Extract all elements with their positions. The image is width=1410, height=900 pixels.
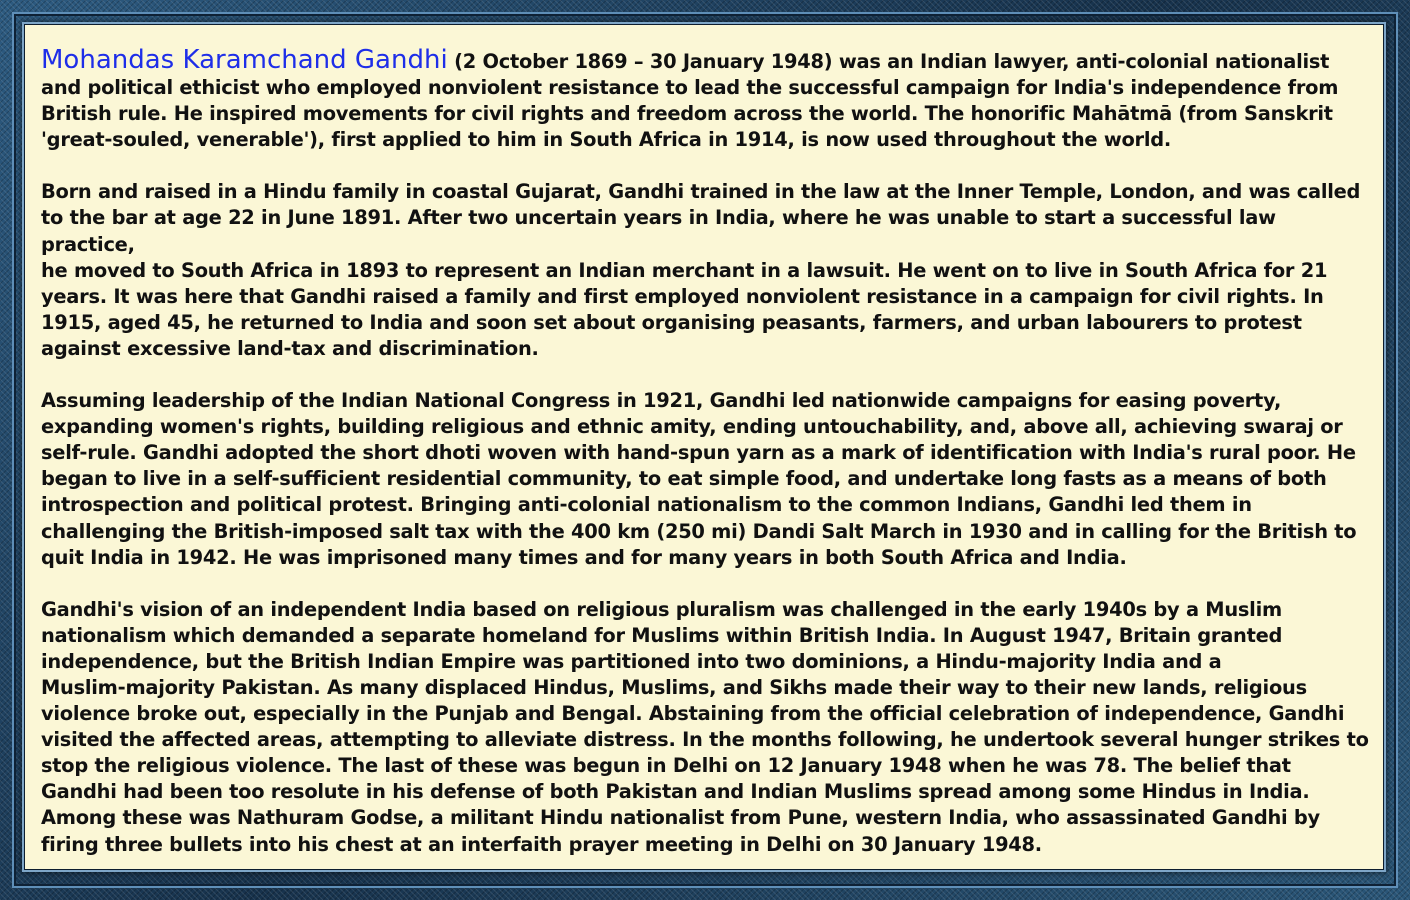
paragraph-intro	[41, 47, 1369, 153]
paragraph-early-life: Born and raised in a Hindu family in coastal Gujarat, Gandhi trained in the law at the Inner Temple, London, and was called to the bar at age 22 in June 1891. After two uncertain years in India, where he was unable to start a successful law practice, he moved to South Africa in 1893 to represent an Indian merchant in a lawsuit. He went on to live in South Africa for 21 years. It was here that Gandhi raised a family and first employed nonviolent resistance in a campaign for civil rights. In 1915, aged 45, he returned to India and soon set about organising peasants, farmers, and urban labourers to protest against excessive land-tax and discrimination.	[41, 180, 1361, 360]
article-panel	[24, 24, 1384, 870]
paragraph-intro-text: (2 October 1869 – 30 January 1948) was an Indian lawyer, anti-colonial nationalist and political ethicist who employed nonviolent resistance to lead the successful campaign for India's independence from British rule. He inspired movements for civil rights and freedom across the world. The honorific Mahātmā (from Sanskrit 'great-souled, venerable'), first applied to him in South Africa in 1914, is now used throughout the world.	[41, 50, 1339, 152]
subject-name[interactable]: Mohandas Karamchand Gandhi	[41, 45, 448, 75]
paragraph-leadership: Assuming leadership of the Indian National Congress in 1921, Gandhi led nationwide campaigns for easing poverty, expanding women's rights, building religious and ethnic amity, ending untouchability, and, above all, achieving swaraj or self-rule. Gandhi adopted the short dhoti woven with hand-spun yarn as a mark of identification with India's rural poor. He began to live in a self-sufficient residential community, to eat simple food, and undertake long fasts as a means of both introspection and political protest. Bringing anti-colonial nationalism to the common Indians, Gandhi led them in challenging the British-imposed salt tax with the 400 km (250 mi) Dandi Salt March in 1930 and in calling for the British to quit India in 1942. He was imprisoned many times and for many years in both South Africa and India.	[41, 389, 1357, 569]
paragraph-partition: Gandhi's vision of an independent India based on religious pluralism was challenged in the early 1940s by a Muslim nationalism which demanded a separate homeland for Muslims within British India. In August 1947, Britain granted independence, but the British Indian Empire was partitioned into two dominions, a Hindu-majority India and a Muslim-majority Pakistan. As many displaced Hindus, Muslims, and Sikhs made their way to their new lands, religious violence broke out, especially in the Punjab and Bengal. Abstaining from the official celebration of independence, Gandhi visited the affected areas, attempting to alleviate distress. In the months following, he undertook several hunger strikes to stop the religious violence. The last of these was begun in Delhi on 12 January 1948 when he was 78. The belief that Gandhi had been too resolute in his defense of both Pakistan and Indian Muslims spread among some Hindus in India. Among these was Nathuram Godse, a militant Hindu nationalist from Pune, western India, who assassinated Gandhi by firing three bullets into his chest at an interfaith prayer meeting in Delhi on 30 January 1948.	[41, 597, 1369, 856]
